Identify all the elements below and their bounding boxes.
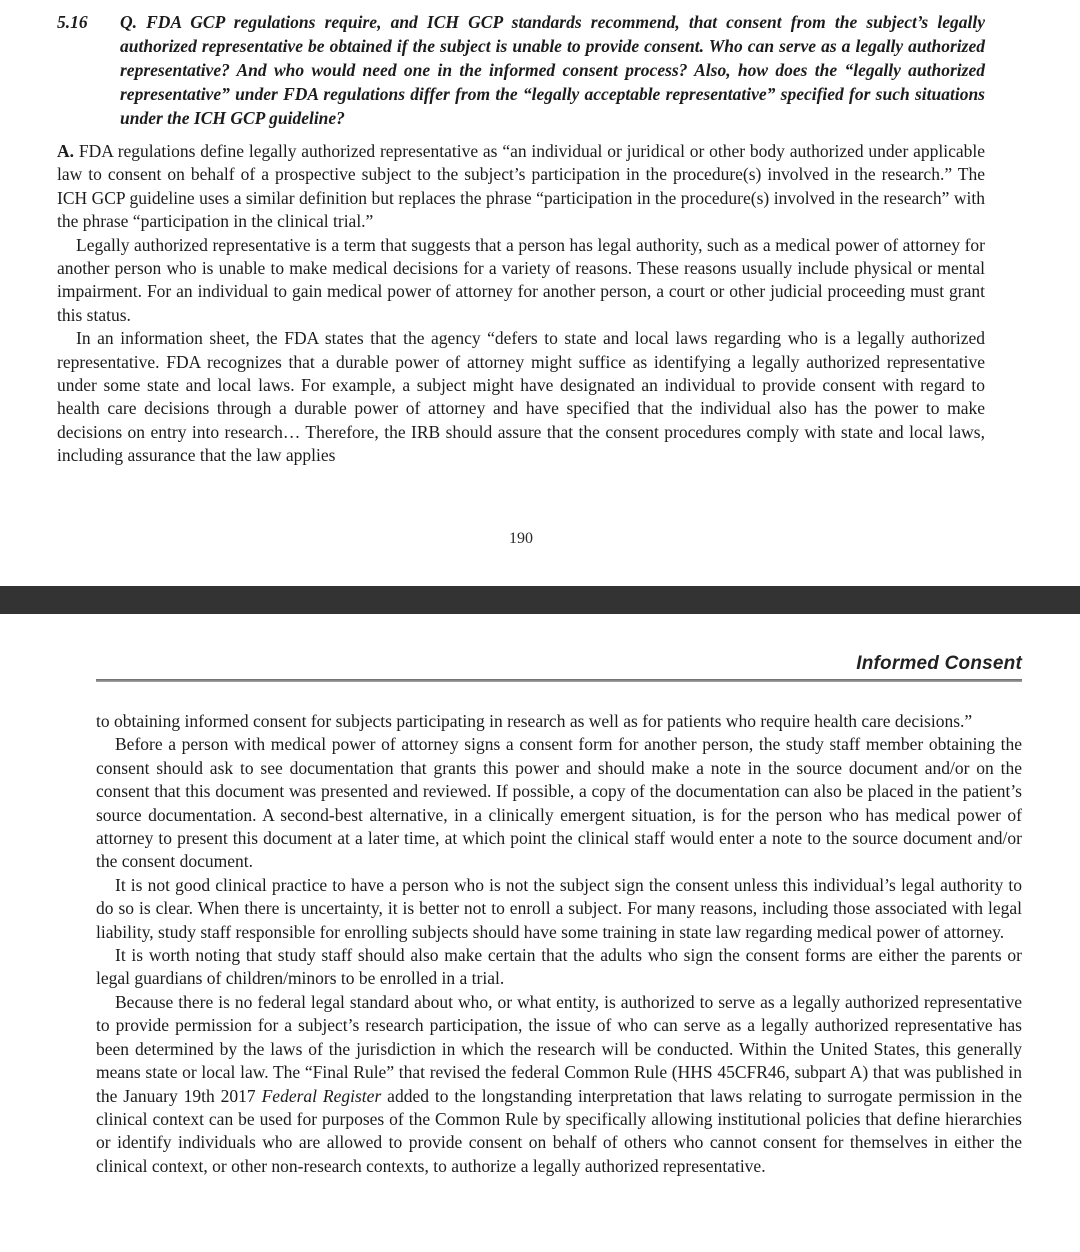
body-paragraph-3: It is not good clinical practice to have a person who is not the subject sign the consent unless this individual’s legal authority to do so is clear. When there is uncertainty, it is better not to enroll a subject. For many reasons, including those associated with legal liability, study staff responsible for enrolling subjects should have some training in state law regarding medical power of attorney.	[96, 874, 1022, 942]
answer-paragraph-3: In an information sheet, the FDA states that the agency “defers to state and local laws regarding who is a legally authorized representative. FDA recognizes that a durable power of attorney might suffice as identifying a legally authorized representative under some state and local laws. For example, a subject might have designated an individual to provide consent with regard to health care decisions through a durable power of attorney and have specified that the individual also has the power to make decisions on entry into research… Therefore, the IRB should assure that the consent procedures comply with state and local laws, including assurance that the law applies	[57, 328, 985, 466]
body-paragraph-1: to obtaining informed consent for subjects participating in research as well as for patients who require health care decisions.”	[96, 711, 973, 731]
question-text: Q. FDA GCP regulations require, and ICH GCP standards recommend, that consent from the subject’s legally authorized representative be obtained if the subject is unable to provide consent. Who can serve as a legally authorized representative? And who would need one in the informed consent process? Also, how does the “legally authorized representative” under FDA regulations differ from the “legally acceptable representative” specified for such situations under the ICH GCP guideline?	[120, 12, 985, 128]
body-paragraph-2: Before a person with medical power of attorney signs a consent form for another person, the study staff member obtaining the consent should ask to see documentation that grants this power and should make a note in the source document and/or on the consent that this document was presented and reviewed. If possible, a copy of the documentation can also be placed in the patient’s source documentation. A second-best alternative, in a clinically emergent situation, is for the person who has medical power of attorney to present this document at a later time, at which point the clinical staff would enter a note to the source document and/or the consent document.	[96, 734, 1022, 872]
federal-register-title: Federal Register	[261, 1085, 382, 1106]
answer-block	[57, 140, 985, 468]
question-block	[57, 10, 985, 130]
running-head: Informed Consent	[856, 653, 1022, 674]
page-top	[57, 10, 985, 468]
answer-label: A.	[57, 141, 75, 161]
page-bottom	[96, 653, 1022, 1178]
body-paragraph-5	[96, 991, 1022, 1178]
page-bottom-body	[96, 710, 1022, 1178]
body-paragraph-5-end: added to the longstanding interpretation that laws relating to surrogate permission in the clinical context can be used for purposes of the Common Rule by specifically allowing institutional policies that define hierarchies or identify individuals who are allowed to provide consent on behalf of others who cannot consent for themselves in either the clinical context, or other non-research contexts, to authorize a legally authorized representative.	[96, 1085, 1022, 1176]
body-paragraph-4: It is worth noting that study staff should also make certain that the adults who sign the consent forms are either the parents or legal guardians of children/minors to be enrolled in a trial.	[96, 945, 1022, 989]
header-rule	[96, 679, 1022, 682]
question-section-number: 5.16	[57, 12, 88, 32]
answer-paragraph-1-text: FDA regulations define legally authorized representative as “an individual or juridical or other body authorized under applicable law to consent on behalf of a prospective subject to the subject’s participation in the procedure(s) involved in the research.” The ICH GCP guideline uses a similar definition but replaces the phrase “participation in the procedure(s) involved in the research” with the phrase “participation in the clinical trial.”	[57, 141, 985, 232]
body-paragraph-5-start: Because there is no federal legal standard about who, or what entity, is authorized to serve as a legally authorized representative to provide permission for a subject’s research participation, the issue of who can serve as a legally authorized representative has been determined by the laws of the jurisdiction in which the research will be conducted. Within the United States, this generally means state or local law. The “Final Rule” that revised the federal Common Rule (HHS 45CFR46, subpart A) that was published in the January 19th 2017	[96, 991, 1022, 1106]
page-number: 190	[509, 530, 533, 547]
answer-paragraph-2: Legally authorized representative is a term that suggests that a person has legal authority, such as a medical power of attorney for another person who is unable to make medical decisions for a variety of reasons. These reasons usually include physical or mental impairment. For an individual to gain medical power of attorney for another person, a court or other judicial proceeding must grant this status.	[57, 234, 985, 325]
page-separator-bar	[0, 586, 1080, 614]
answer-paragraph-1	[57, 140, 985, 234]
